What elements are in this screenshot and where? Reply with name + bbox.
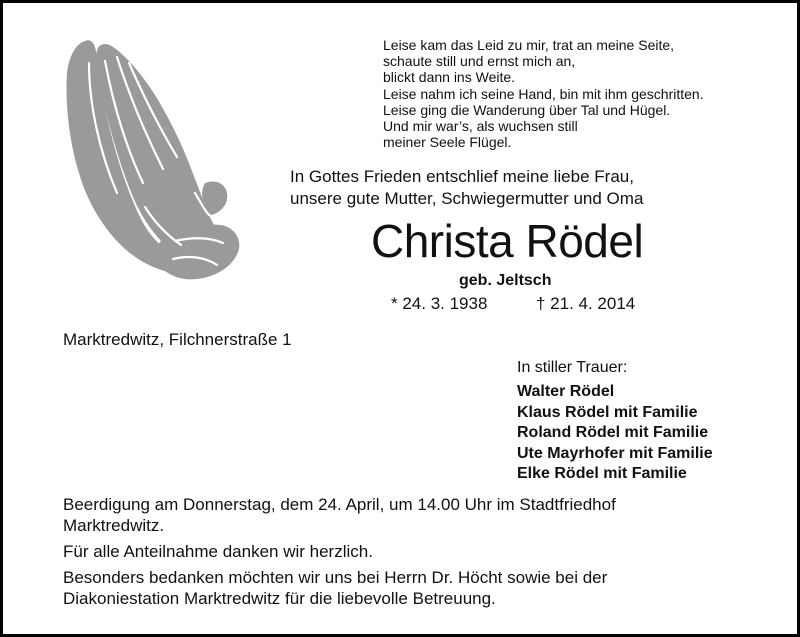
poem — [383, 37, 783, 150]
special-thanks-line: Besonders bedanken möchten wir uns bei Herrn Dr. Höcht sowie bei der — [63, 568, 608, 587]
poem-line: meiner Seele Flügel. — [383, 134, 512, 151]
mourner-name: Roland Rödel mit Familie — [517, 424, 709, 441]
funeral-info — [63, 494, 783, 536]
poem-line: blickt dann ins Weite. — [383, 69, 516, 86]
notes — [63, 494, 783, 614]
mourner-name: Walter Rödel — [517, 383, 615, 400]
mourner-name: Elke Rödel mit Familie — [517, 465, 687, 482]
mourner-name: Klaus Rödel mit Familie — [517, 403, 698, 421]
deceased-name: Christa Rödel — [371, 215, 644, 267]
poem-line: schaute still und ernst mich an, — [383, 53, 576, 70]
intro-line: unsere gute Mutter, Schwiegermutter und Oma — [290, 189, 644, 208]
mourners-list — [517, 382, 787, 485]
poem-line: Und mir war’s, als wuchsen still — [383, 118, 578, 135]
special-thanks-line: Diakoniestation Marktredwitz für die liebevolle Betreuung. — [63, 589, 496, 608]
mourner-name: Ute Mayrhofer mit Familie — [517, 444, 713, 462]
intro-line: In Gottes Frieden entschlief meine liebe Frau, — [290, 167, 634, 186]
maiden-name: geb. Jeltsch — [459, 272, 552, 289]
thanks-text — [63, 541, 783, 562]
poem-line: Leise kam das Leid zu mir, trat an meine Seite, — [383, 37, 675, 53]
poem-line: Leise ging die Wanderung über Tal und Hügel. — [383, 101, 671, 118]
life-dates — [391, 293, 711, 315]
thanks-line: Für alle Anteilnahme danken wir herzlich. — [63, 542, 373, 561]
praying-hands-icon — [55, 33, 245, 281]
poem-line: Leise nahm ich seine Hand, bin mit ihm geschritten. — [383, 85, 704, 102]
special-thanks — [63, 567, 783, 609]
intro-text — [290, 166, 770, 210]
address: Marktredwitz, Filchnerstraße 1 — [63, 330, 292, 349]
death-date: † 21. 4. 2014 — [536, 294, 636, 313]
funeral-line: Beerdigung am Donnerstag, dem 24. April, um 14.00 Uhr im Stadtfriedhof — [63, 495, 616, 514]
funeral-line: Marktredwitz. — [63, 516, 165, 535]
birth-date: * 24. 3. 1938 — [391, 294, 488, 313]
mourners-label: In stiller Trauer: — [517, 359, 628, 376]
